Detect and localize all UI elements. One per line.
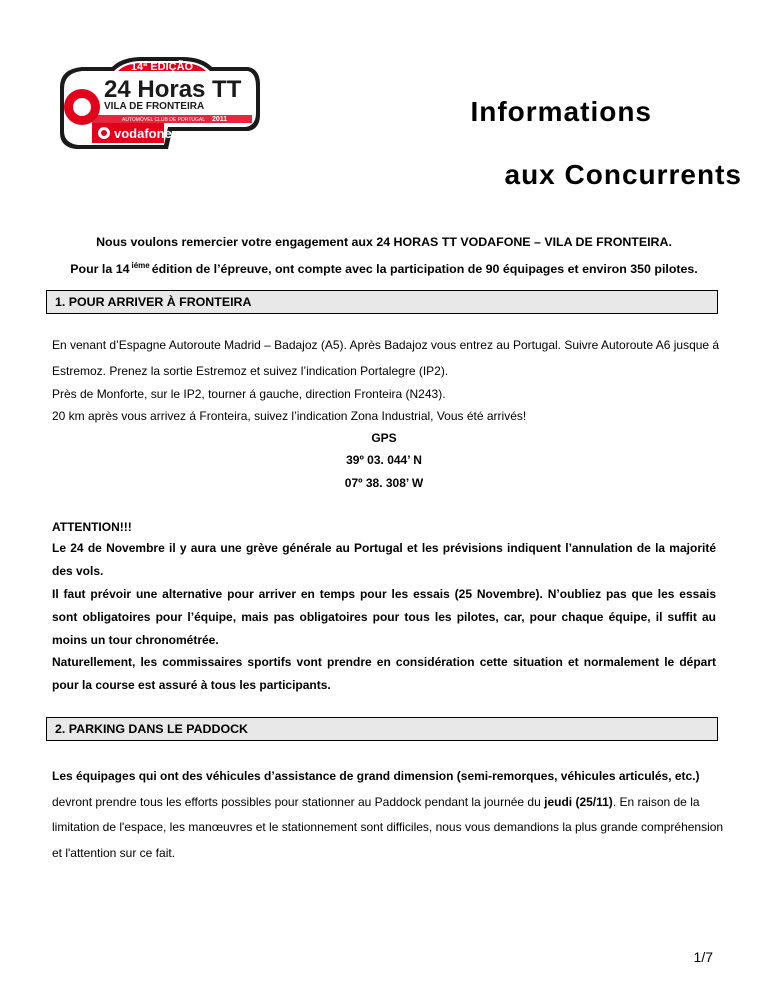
logo-sub: VILA DE FRONTEIRA	[104, 101, 205, 112]
section-1-heading: 1. POUR ARRIVER À FRONTEIRA	[46, 290, 718, 314]
logo-edition: 14ª EDIÇÃO	[130, 61, 194, 73]
title-line-1: Informations	[470, 96, 652, 127]
logo-club: AUTOMÓVEL CLUB DE PORTUGAL	[122, 117, 205, 123]
gps-label: GPS	[371, 431, 397, 445]
directions-line-3: Près de Monforte, sur le IP2, tourner á gauche, direction Fronteira (N243).	[52, 387, 446, 401]
warning-paragraph-1: Le 24 de Novembre il y aura une grève générale au Portugal et les prévisions indiquent l’annulation de la majorité des vols.	[52, 541, 716, 578]
intro-line-2: Pour la 14 $^{iéme}$ édition de l’épreuve, ont compte avec la participation de 90 équipages et environ 350 pilotes.	[70, 261, 698, 276]
section-2-heading: 2. PARKING DANS LE PADDOCK	[46, 717, 718, 741]
directions-line-4: 20 km après vous arrivez á Fronteira, suivez l’indication Zona Industrial, Vous été arrivés!	[52, 409, 527, 423]
parking-paragraph: Les équipages qui ont des véhicules d’assistance de grand dimension (semi-remorques, véhicules articulés, etc.) devront prendre tous les efforts possibles pour stationner au Paddock pendant la journée du jeudi (25/11). En raison de la limitation de l'espace, les manœuvres et le stationnement sont difficiles, nous vous demandions la plus grande compréhension et l'attention sur ce fait.	[52, 769, 724, 860]
gps-latitude: 39º 03. 044’ N	[346, 453, 422, 467]
event-logo	[52, 55, 264, 151]
logo-year: 2011	[212, 116, 228, 123]
logo-main: 24 Horas TT	[104, 76, 242, 103]
page-number: 1/7	[693, 949, 713, 965]
gps-longitude: 07º 38. 308’ W	[344, 476, 424, 490]
logo-sponsor: vodafone	[114, 126, 172, 141]
warning-paragraph-2: Il faut prévoir une alternative pour arriver en temps pour les essais (25 Novembre). N’oubliez pas que les essais sont obligatoires pour l’équipe, mais pas obligatoires pour tous les pilotes, car, pour chaque équipe, il suffit au moins un tour chronométrée.	[52, 587, 716, 647]
warning-paragraph-3: Naturellement, les commissaires sportifs vont prendre en considération cette situation et normalement le départ pour la course est assuré à tous les participants.	[52, 655, 716, 692]
directions-line-2: Estremoz. Prenez la sortie Estremoz et suivez l’indication Portalegre (IP2).	[52, 364, 449, 378]
intro-line-1: Nous voulons remercier votre engagement aux 24 HORAS TT VODAFONE – VILA DE FRONTEIRA.	[96, 235, 672, 249]
directions-line-1: En venant d’Espagne Autoroute Madrid – Badajoz (A5). Après Badajoz vous entrez au Portugal. Suivre Autoroute A6 jusque á	[52, 338, 720, 352]
title-line-2: aux Concurrents	[504, 159, 742, 190]
attention-heading: ATTENTION!!!	[52, 520, 132, 534]
